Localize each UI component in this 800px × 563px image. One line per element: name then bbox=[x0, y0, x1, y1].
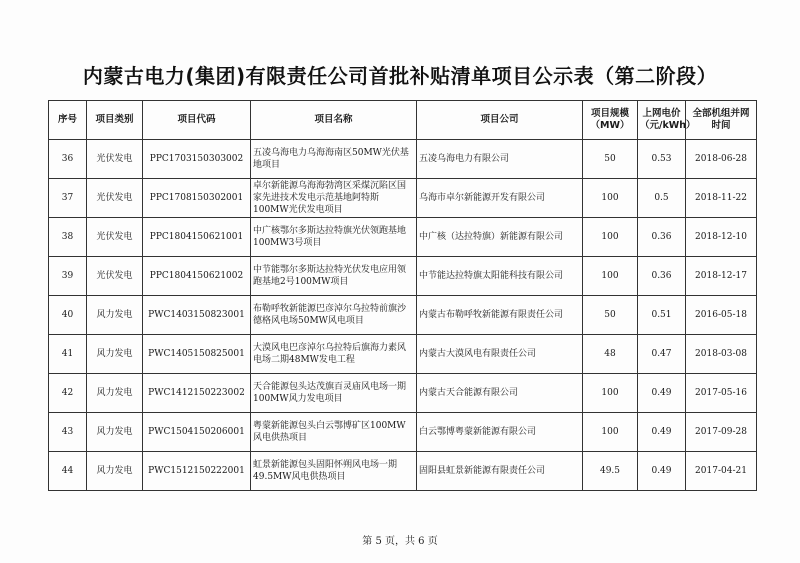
cell-scale: 100 bbox=[583, 218, 638, 257]
cell-name: 中广核鄂尔多斯达拉特旗光伏领跑基地100MW3号项目 bbox=[251, 218, 417, 257]
cell-price: 0.36 bbox=[638, 218, 686, 257]
cell-date: 2018-11-22 bbox=[686, 179, 757, 218]
header-company: 项目公司 bbox=[417, 101, 583, 140]
cell-category: 风力发电 bbox=[87, 374, 143, 413]
table-row bbox=[49, 257, 757, 296]
project-table bbox=[48, 100, 757, 491]
table-row bbox=[49, 452, 757, 491]
cell-scale: 100 bbox=[583, 179, 638, 218]
table-row bbox=[49, 413, 757, 452]
header-scale-line2: （MW） bbox=[590, 120, 630, 131]
table-row bbox=[49, 296, 757, 335]
cell-company: 内蒙古布勒呼牧新能源有限责任公司 bbox=[417, 296, 583, 335]
cell-code: PPC1804150621001 bbox=[143, 218, 251, 257]
cell-seq: 38 bbox=[49, 218, 87, 257]
header-price-line2: （元/kWh） bbox=[640, 120, 696, 131]
cell-date: 2017-09-28 bbox=[686, 413, 757, 452]
cell-seq: 42 bbox=[49, 374, 87, 413]
header-name: 项目名称 bbox=[251, 101, 417, 140]
cell-category: 光伏发电 bbox=[87, 140, 143, 179]
cell-category: 风力发电 bbox=[87, 335, 143, 374]
cell-price: 0.5 bbox=[638, 179, 686, 218]
cell-category: 风力发电 bbox=[87, 296, 143, 335]
cell-code: PWC1512150222001 bbox=[143, 452, 251, 491]
cell-company: 乌海市卓尔新能源开发有限公司 bbox=[417, 179, 583, 218]
cell-date: 2018-03-08 bbox=[686, 335, 757, 374]
cell-scale: 100 bbox=[583, 374, 638, 413]
header-scale-line1: 项目规模 bbox=[590, 108, 629, 119]
header-seq: 序号 bbox=[49, 101, 87, 140]
cell-category: 光伏发电 bbox=[87, 218, 143, 257]
cell-price: 0.51 bbox=[638, 296, 686, 335]
cell-seq: 44 bbox=[49, 452, 87, 491]
cell-seq: 40 bbox=[49, 296, 87, 335]
cell-name: 大漠风电巴彦淖尔乌拉特后旗海力素风电场二期48MW发电工程 bbox=[251, 335, 417, 374]
cell-scale: 50 bbox=[583, 296, 638, 335]
cell-name: 五凌乌海电力乌海海南区50MW光伏基地项目 bbox=[251, 140, 417, 179]
cell-name: 卓尔新能源乌海海勃湾区采煤沉陷区国家先进技术发电示范基地阿特斯100MW光伏发电项目 bbox=[251, 179, 417, 218]
cell-category: 风力发电 bbox=[87, 413, 143, 452]
cell-price: 0.49 bbox=[638, 452, 686, 491]
cell-code: PPC1708150302001 bbox=[143, 179, 251, 218]
cell-name: 天合能源包头达茂旗百灵庙风电场一期100MW风力发电项目 bbox=[251, 374, 417, 413]
cell-scale: 100 bbox=[583, 413, 638, 452]
cell-date: 2018-12-10 bbox=[686, 218, 757, 257]
cell-name: 布勒呼牧新能源巴彦淖尔乌拉特前旗沙德格风电场50MW风电项目 bbox=[251, 296, 417, 335]
cell-name: 虹景新能源包头固阳怀朔风电场一期49.5MW风电供热项目 bbox=[251, 452, 417, 491]
header-price bbox=[638, 101, 696, 140]
cell-date: 2017-04-21 bbox=[686, 452, 757, 491]
cell-date: 2016-05-18 bbox=[686, 296, 757, 335]
cell-company: 五凌乌海电力有限公司 bbox=[417, 140, 583, 179]
cell-scale: 50 bbox=[583, 140, 638, 179]
cell-company: 固阳县虹景新能源有限责任公司 bbox=[417, 452, 583, 491]
cell-category: 光伏发电 bbox=[87, 179, 143, 218]
table-row bbox=[49, 179, 757, 218]
cell-company: 白云鄂博粤蒙新能源有限公司 bbox=[417, 413, 583, 452]
cell-seq: 36 bbox=[49, 140, 87, 179]
header-scale bbox=[583, 101, 638, 140]
cell-scale: 48 bbox=[583, 335, 638, 374]
cell-code: PWC1405150825001 bbox=[143, 335, 251, 374]
cell-seq: 37 bbox=[49, 179, 87, 218]
cell-scale: 49.5 bbox=[583, 452, 638, 491]
cell-category: 风力发电 bbox=[87, 452, 143, 491]
cell-date: 2018-06-28 bbox=[686, 140, 757, 179]
page-number-footer: 第 5 页，共 6 页 bbox=[362, 536, 438, 547]
cell-company: 内蒙古大漠风电有限责任公司 bbox=[417, 335, 583, 374]
cell-price: 0.49 bbox=[638, 413, 686, 452]
table-row bbox=[49, 218, 757, 257]
cell-price: 0.49 bbox=[638, 374, 686, 413]
cell-seq: 39 bbox=[49, 257, 87, 296]
table-row bbox=[49, 335, 757, 374]
cell-company: 中节能达拉特旗太阳能科技有限公司 bbox=[417, 257, 583, 296]
header-row bbox=[49, 101, 757, 140]
cell-seq: 41 bbox=[49, 335, 87, 374]
cell-date: 2018-12-17 bbox=[686, 257, 757, 296]
header-grid-time: 全部机组并网时间 bbox=[686, 101, 757, 140]
cell-seq: 43 bbox=[49, 413, 87, 452]
header-category: 项目类别 bbox=[87, 101, 143, 140]
cell-category: 光伏发电 bbox=[87, 257, 143, 296]
cell-company: 中广核（达拉特旗）新能源有限公司 bbox=[417, 218, 583, 257]
cell-name: 粤蒙新能源包头白云鄂博矿区100MW风电供热项目 bbox=[251, 413, 417, 452]
cell-code: PWC1504150206001 bbox=[143, 413, 251, 452]
cell-code: PWC1412150223002 bbox=[143, 374, 251, 413]
page-title: 内蒙古电力(集团)有限责任公司首批补贴清单项目公示表（第二阶段） bbox=[82, 64, 718, 88]
cell-name: 中节能鄂尔多斯达拉特光伏发电应用领跑基地2号100MW项目 bbox=[251, 257, 417, 296]
table-row bbox=[49, 140, 757, 179]
table-row bbox=[49, 374, 757, 413]
cell-scale: 100 bbox=[583, 257, 638, 296]
header-price-line1: 上网电价 bbox=[642, 108, 681, 119]
cell-code: PPC1703150303002 bbox=[143, 140, 251, 179]
header-code: 项目代码 bbox=[143, 101, 251, 140]
cell-code: PPC1804150621002 bbox=[143, 257, 251, 296]
cell-date: 2017-05-16 bbox=[686, 374, 757, 413]
cell-price: 0.47 bbox=[638, 335, 686, 374]
cell-code: PWC1403150823001 bbox=[143, 296, 251, 335]
cell-price: 0.36 bbox=[638, 257, 686, 296]
cell-company: 内蒙古天合能源有限公司 bbox=[417, 374, 583, 413]
cell-price: 0.53 bbox=[638, 140, 686, 179]
